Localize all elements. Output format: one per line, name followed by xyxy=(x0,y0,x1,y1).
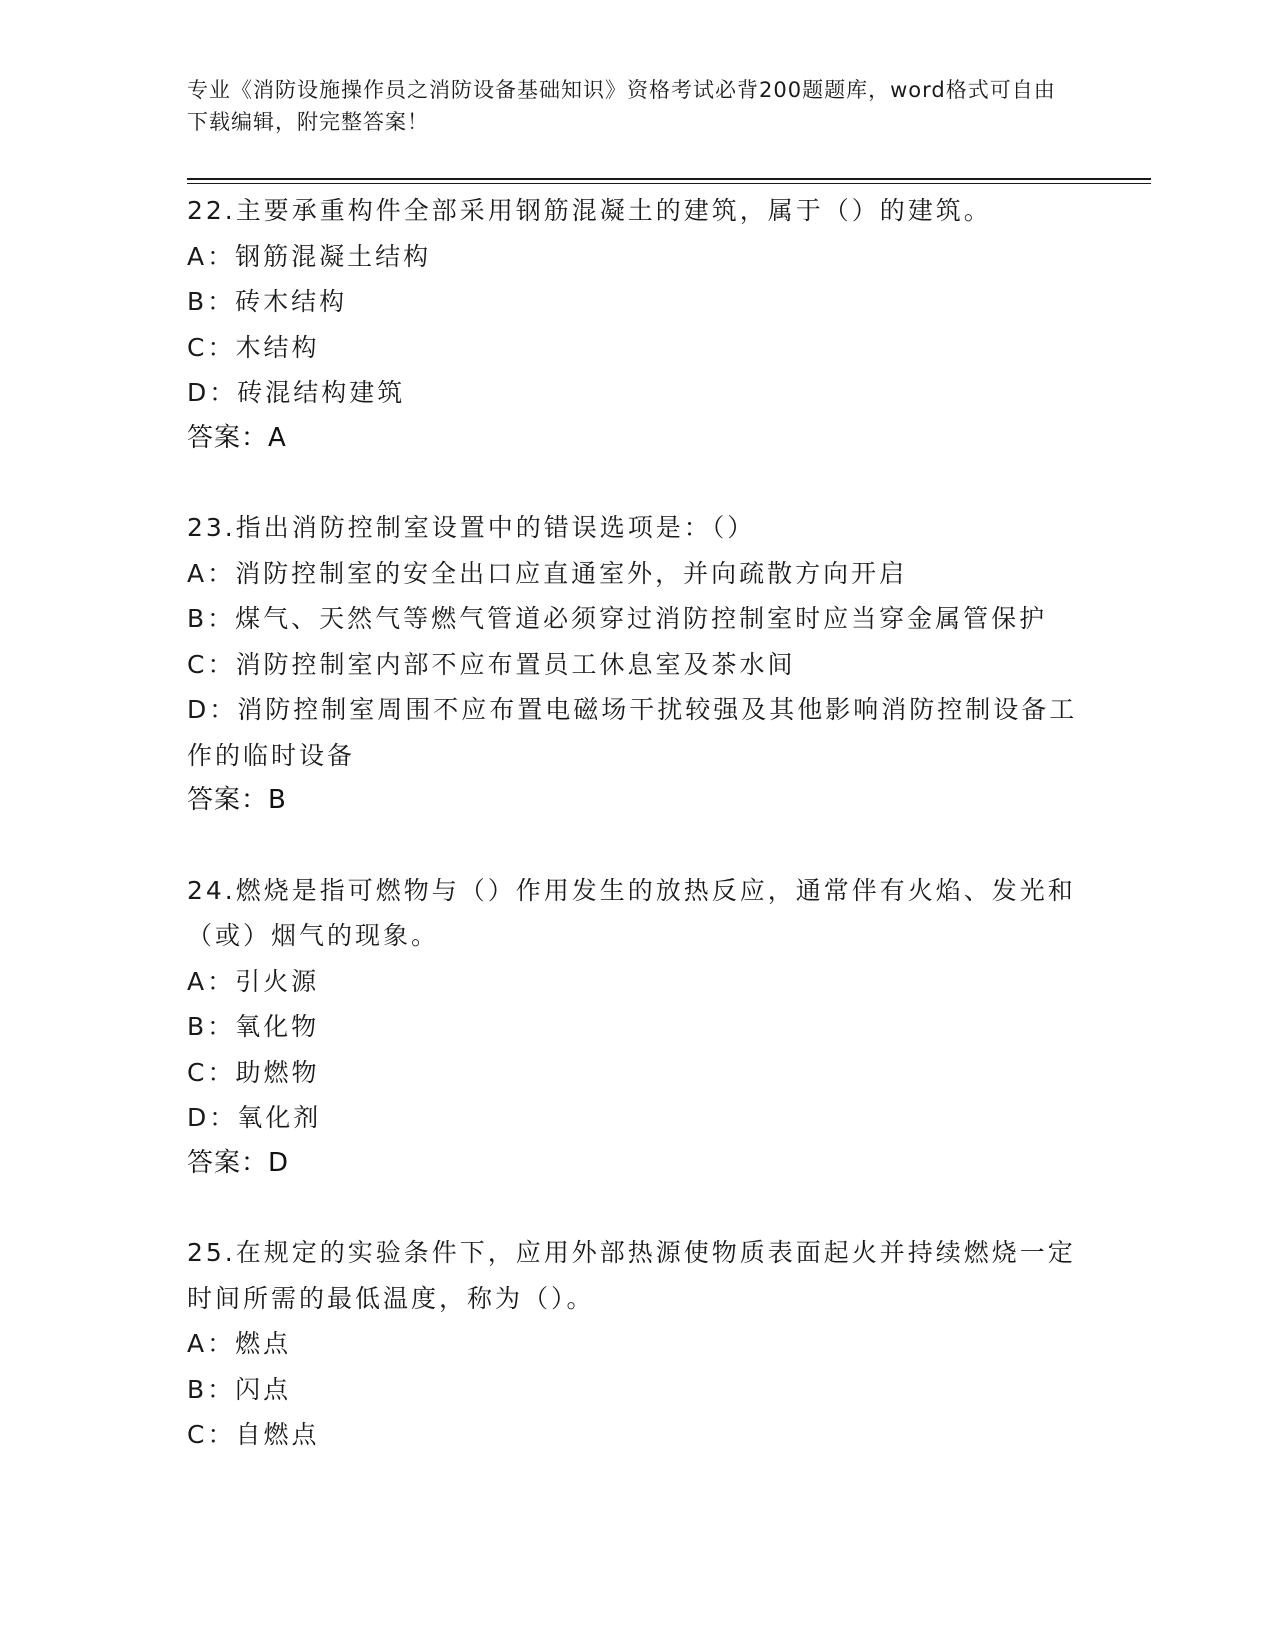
option-c: C：自燃点 xyxy=(187,1420,320,1449)
option-a: A：引火源 xyxy=(187,966,320,996)
question-stem: 22.主要承重构件全部采用钢筋混凝土的建筑，属于（）的建筑。 xyxy=(187,196,992,225)
option-b: B：砖木结构 xyxy=(187,287,348,316)
header-divider-thick xyxy=(187,178,1151,180)
question-stem: 23.指出消防控制室设置中的错误选项是：（） xyxy=(187,513,756,542)
option-c: C：消防控制室内部不应布置员工休息室及茶水间 xyxy=(187,649,796,679)
option-b: B：闪点 xyxy=(187,1374,292,1404)
option-c: C：助燃物 xyxy=(187,1057,320,1087)
answer: 答案：D xyxy=(187,1147,290,1178)
question-24 xyxy=(187,868,1087,1187)
question-23 xyxy=(187,505,1087,824)
option-d: D：消防控制室周围不应布置电磁场干扰较强及其他影响消防控制设备工作的临时设备 xyxy=(187,695,1078,770)
option-b: B：煤气、天然气等燃气管道必须穿过消防控制室时应当穿金属管保护 xyxy=(187,604,1048,633)
question-stem: 24.燃烧是指可燃物与（）作用发生的放热反应，通常伴有火焰、发光和（或）烟气的现象。 xyxy=(187,875,1076,950)
option-d: D：氧化剂 xyxy=(187,1103,322,1132)
option-a: A：消防控制室的安全出口应直通室外，并向疏散方向开启 xyxy=(187,558,908,588)
option-b: B：氧化物 xyxy=(187,1012,320,1041)
answer: 答案：B xyxy=(187,785,287,815)
document-header: 专业《消防设施操作员之消防设备基础知识》资格考试必背200题题库，word格式可自由下载编辑，附完整答案！ xyxy=(187,78,1056,134)
header-divider-thin xyxy=(187,183,1151,184)
option-d: D：砖混结构建筑 xyxy=(187,378,406,407)
question-list xyxy=(187,188,1087,1502)
question-stem: 25.在规定的实验条件下，应用外部热源使物质表面起火并持续燃烧一定时间所需的最低温度，称为（）。 xyxy=(187,1238,1076,1313)
question-22 xyxy=(187,188,1087,461)
option-a: A：钢筋混凝土结构 xyxy=(187,241,432,271)
option-a: A：燃点 xyxy=(187,1329,292,1358)
option-c: C：木结构 xyxy=(187,332,320,362)
question-25 xyxy=(187,1230,1087,1458)
answer: 答案：A xyxy=(187,422,287,453)
